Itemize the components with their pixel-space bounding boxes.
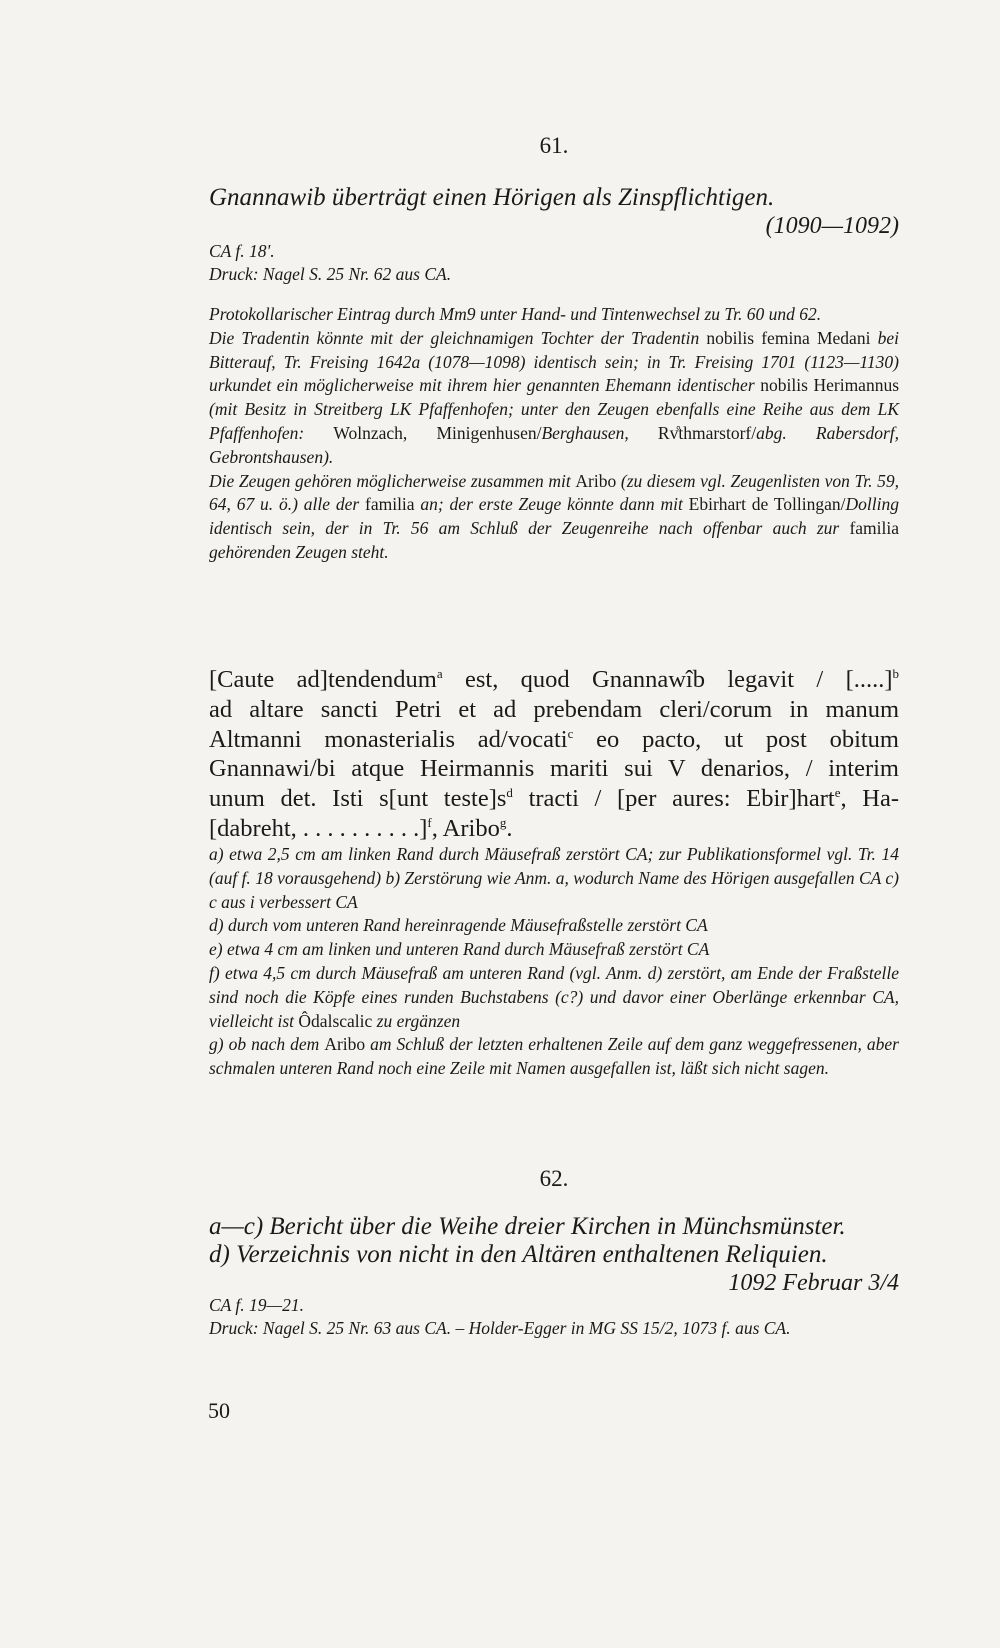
doc-title-62-b: d) Verzeichnis von nicht in den Altären enthaltenen Reliquien. [209, 1241, 828, 1268]
doc-title-62-a: a—c) Bericht über die Weihe dreier Kirchen in Münchsmünster. [209, 1213, 846, 1240]
print-61: Druck: Nagel S. 25 Nr. 62 aus CA. [209, 264, 452, 284]
doc-title-61: Gnannawib überträgt einen Hörigen als Zinspflichtigen. [209, 184, 775, 211]
page-number: 50 [208, 1398, 230, 1423]
footnote-f: f) etwa 4,5 cm durch Mäusefraß am unteren Rand (vgl. Anm. d) zerstört, am Ende der Fraßstelle sind noch die Köpfe eines runden Buchstabens (c?) und davor einer Oberlänge erkennbar CA, vielleicht ist Ôdalscalic zu ergänzen [209, 962, 899, 1031]
source-62: CA f. 19—21. [209, 1295, 304, 1315]
doc-number-61: 61. [539, 133, 569, 158]
footnote-e: e) etwa 4 cm am linken und unteren Rand durch Mäusefraß zerstört CA [209, 939, 710, 960]
doc-number-62: 62. [539, 1166, 569, 1191]
doc-date-61: (1090—1092) [765, 213, 899, 239]
text-line-3: Altmanni monasterialis ad/vocati$^c$ eo pacto, ut post obitum [209, 725, 899, 753]
footnote-g: g) ob nach dem Aribo am Schluß der letzten erhaltenen Zeile auf dem ganz weggefressenen, aber schmalen unteren Rand noch eine Zeile mit Namen ausgefallen ist, läßt sich nicht sagen. [209, 1034, 899, 1079]
footnote-a-b-c: a) etwa 2,5 cm am linken Rand durch Mäusefraß zerstört CA; zur Publikationsformel vgl. Tr. 14 (auf f. 18 vorausgehend) b) Zerstörung wie Anm. a, wodurch Name des Hörigen ausgefallen CA c) c aus i verbessert CA [209, 844, 899, 912]
commentary-paragraph-1: Protokollarischer Eintrag durch Mm9 unter Hand- und Tintenwechsel zu Tr. 60 und 62. [209, 304, 822, 324]
text-line-5: unum det. Isti s[unt $teste]s^d$ tracti / [per aures: Ebir]hart$^e$, Ha- [209, 785, 899, 813]
footnote-d: d) durch vom unteren Rand hereinragende Mäusefraßstelle zerstört CA [209, 915, 708, 936]
text-line-2: ad altare sancti Petri et ad prebendam cleri/corum in manum [209, 695, 899, 723]
text-line-6: [dabreht, . . . . . . . . . .]$^f$, Aribo$^g$. [209, 814, 513, 842]
commentary-61 [209, 303, 899, 565]
commentary-paragraph-3: Die Zeugen gehören möglicherweise zusammen mit Aribo (zu diesem vgl. Zeugenlisten von Tr. 59, 64, 67 u. ö.) alle der familia an; der erste Zeuge könnte dann mit Ebirhart de Tollingan/Dolling identisch sein, der in Tr. 56 am Schluß der Zeugenreihe nach offenbar auch zur familia gehörenden Zeugen steht. [209, 470, 900, 562]
footnotes-61 [209, 843, 899, 1081]
commentary-paragraph-2: Die Tradentin könnte mit der gleichnamigen Tochter der Tradentin nobilis femina Medani bei Bitterauf, Tr. Freising 1642a (1078—1098) identisch sein; in Tr. Freising 1701 (1123—1130) urkundet ein möglicherweise mit ihrem hier genannten Ehemann identischer nobilis Herimannus (mit Besitz in Streitberg LK Pfaffenhofen; unter den Zeugen ebenfalls eine Reihe aus dem LK Pfaffenhofen: Wolnzach, Minigenhusen/Berghausen, Rv̊thmarstorf/abg. Rabersdorf, Gebrontshausen). [209, 327, 900, 467]
text-line-4: Gnannawi/bi atque Heirmannis mariti sui V denarios, / interim [209, 755, 899, 783]
print-62: Druck: Nagel S. 25 Nr. 63 aus CA. – Holder-Egger in MG SS 15/2, 1073 f. aus CA. [209, 1318, 791, 1338]
source-61: CA f. 18'. [209, 241, 275, 261]
charter-text-61 [209, 665, 899, 844]
doc-date-62: 1092 Februar 3/4 [728, 1270, 899, 1296]
text-line-1: [Caute ad]tendendum$^a$ est, quod Gnannawîb legavit / [.....]$^b$ [209, 665, 900, 693]
